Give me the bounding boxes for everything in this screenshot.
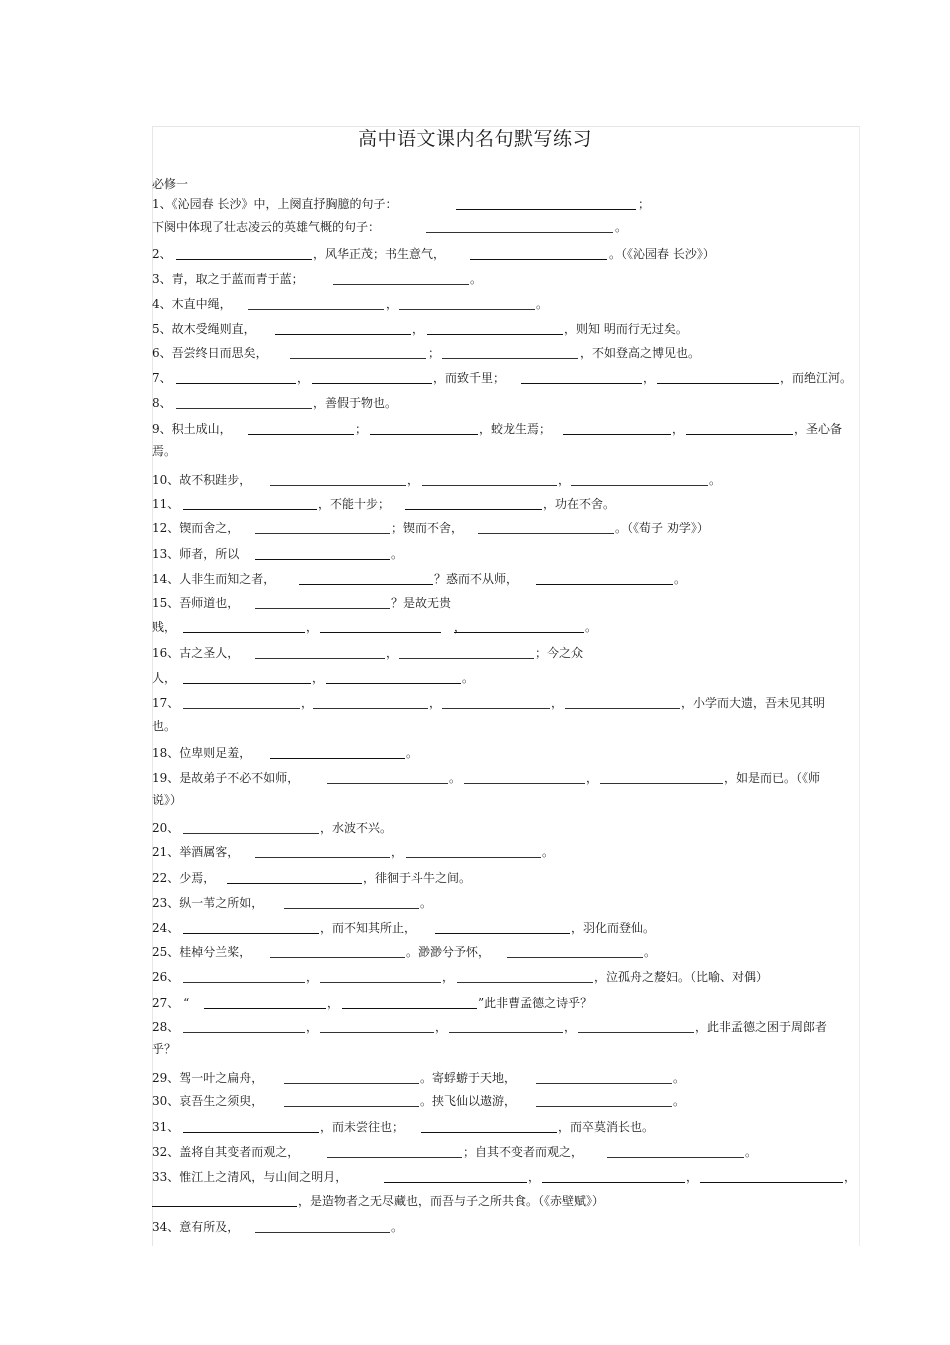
exercise-text: 。 (406, 746, 419, 760)
exercise-text: ， (306, 1020, 319, 1034)
exercise-line (152, 670, 858, 686)
answer-blank[interactable] (435, 933, 570, 934)
exercise-text: ，小学而大遗，吾未见其明 (681, 696, 826, 710)
exercise-line (152, 969, 858, 985)
exercise-text: 也。 (152, 719, 177, 733)
exercise-text: ， (454, 620, 467, 634)
exercise-text: 32、盖将自其变者而观之， (152, 1145, 300, 1159)
answer-blank[interactable] (578, 1032, 694, 1033)
answer-blank[interactable] (290, 358, 426, 359)
answer-blank[interactable] (422, 485, 557, 486)
exercise-text: ， (412, 322, 425, 336)
exercise-line (152, 546, 858, 562)
exercise-text: 20、 (152, 821, 180, 835)
exercise-text: 。挟飞仙以遨游， (420, 1094, 517, 1108)
exercise-line (152, 443, 858, 459)
exercise-line (152, 1093, 858, 1109)
exercise-text: 3、青，取之于蓝而青于蓝； (152, 272, 304, 286)
exercise-line (152, 1041, 858, 1057)
exercise-text: 31、 (152, 1120, 180, 1134)
answer-blank[interactable] (405, 509, 542, 510)
answer-blank[interactable] (326, 683, 461, 684)
exercise-line (152, 895, 858, 911)
exercise-text: 23、纵一苇之所如， (152, 896, 264, 910)
answer-blank[interactable] (284, 1106, 419, 1107)
exercise-text: 。 (674, 572, 687, 586)
exercise-text: ，而卒莫消长也。 (558, 1120, 655, 1134)
exercise-text: ， (435, 1020, 448, 1034)
exercise-text: ， (672, 422, 685, 436)
answer-blank[interactable] (183, 708, 300, 709)
exercise-line (152, 645, 858, 661)
exercise-text: 34、意有所及， (152, 1220, 240, 1234)
answer-blank[interactable] (427, 334, 563, 335)
answer-blank[interactable] (456, 209, 636, 210)
exercise-text: ；锲而不舍， (391, 521, 464, 535)
exercise-text: ， (386, 646, 399, 660)
exercise-line (152, 1019, 858, 1035)
answer-blank[interactable] (333, 284, 469, 285)
answer-blank[interactable] (312, 383, 432, 384)
exercise-text: 贱， (152, 620, 177, 634)
answer-blank[interactable] (442, 358, 578, 359)
answer-blank[interactable] (255, 559, 390, 560)
exercise-text: 13、师者，所以 (152, 547, 240, 561)
exercise-text: ，蛟龙生焉； (479, 422, 552, 436)
exercise-text: ，圣心备 (794, 422, 843, 436)
exercise-text: 。渺渺兮予怀， (406, 945, 491, 959)
exercise-text: 10、故不积跬步， (152, 473, 252, 487)
answer-blank[interactable] (542, 1182, 685, 1183)
exercise-text: 。 (391, 547, 404, 561)
exercise-text: 乎？ (152, 1042, 177, 1056)
answer-blank[interactable] (270, 758, 405, 759)
exercise-text: 12、锲而舍之， (152, 521, 240, 535)
exercise-text: ，不如登高之博见也。 (580, 346, 701, 360)
exercise-text: ；今之众 (535, 646, 584, 660)
answer-blank[interactable] (248, 309, 384, 310)
answer-blank[interactable] (255, 533, 390, 534)
exercise-text: 21、举酒属客， (152, 845, 240, 859)
answer-blank[interactable] (320, 982, 441, 983)
exercise-line (152, 718, 858, 734)
exercise-text: ，而绝江河。 (780, 371, 853, 385)
answer-blank[interactable] (255, 658, 385, 659)
exercise-text: 。 (644, 945, 657, 959)
exercise-line (152, 1144, 858, 1160)
exercise-line (152, 870, 858, 886)
exercise-line (152, 745, 858, 761)
exercise-text: ，不能十步； (318, 497, 391, 511)
exercise-text: ，此非孟德之困于周郎者 (695, 1020, 828, 1034)
exercise-text: 19、是故弟子不必不如师， (152, 771, 300, 785)
exercise-line (152, 1193, 858, 1209)
answer-blank[interactable] (183, 982, 305, 983)
answer-blank[interactable] (607, 1157, 744, 1158)
answer-blank[interactable] (176, 259, 312, 260)
answer-blank[interactable] (327, 783, 448, 784)
answer-blank[interactable] (507, 957, 643, 958)
answer-blank[interactable] (457, 982, 593, 983)
exercise-text: ， (306, 620, 319, 634)
answer-blank[interactable] (183, 1132, 319, 1133)
answer-blank[interactable] (600, 783, 723, 784)
exercise-line (152, 770, 858, 786)
answer-blank[interactable] (536, 584, 673, 585)
exercise-text: ， (391, 845, 404, 859)
answer-blank[interactable] (449, 1032, 563, 1033)
section-heading: 必修一 (152, 177, 189, 191)
answer-blank[interactable] (536, 1083, 672, 1084)
exercise-line (152, 820, 858, 836)
exercise-text: ， (844, 1170, 857, 1184)
exercise-text: 2、 (152, 247, 172, 261)
exercise-text: ，如是而已。（《师 (724, 771, 821, 785)
exercise-line (152, 370, 858, 386)
exercise-line (152, 520, 858, 536)
exercise-line (152, 395, 858, 411)
exercise-text: ， (301, 696, 314, 710)
exercise-text: ”此非曹孟德之诗乎？ (478, 996, 593, 1010)
answer-blank[interactable] (183, 683, 311, 684)
answer-blank[interactable] (227, 883, 362, 884)
exercise-line (152, 995, 858, 1011)
exercise-text: ，善假于物也。 (313, 396, 398, 410)
exercise-line (152, 472, 858, 488)
answer-blank[interactable] (565, 708, 680, 709)
answer-blank[interactable] (571, 485, 708, 486)
exercise-text: ，水波不兴。 (320, 821, 393, 835)
exercise-text: ？惑而不从师， (434, 572, 519, 586)
exercise-line (152, 1070, 858, 1086)
exercise-text: 18、位卑则足羞， (152, 746, 252, 760)
exercise-text: 28、 (152, 1020, 180, 1034)
answer-blank[interactable] (406, 857, 541, 858)
exercise-line (152, 196, 858, 212)
exercise-text: ，泣孤舟之嫠妇。（比喻、对偶） (594, 970, 769, 984)
exercise-text: 25、桂棹兮兰桨， (152, 945, 252, 959)
exercise-line (152, 792, 858, 808)
exercise-text: 说》） (152, 793, 183, 807)
exercise-text: ，是造物者之无尽藏也，而吾与子之所共食。（《赤壁赋》） (298, 1194, 605, 1208)
exercise-text: ， (306, 970, 319, 984)
exercise-text: ， (528, 1170, 541, 1184)
exercise-text: ，则知 明而行无过矣。 (564, 322, 688, 336)
answer-blank[interactable] (176, 408, 312, 409)
exercise-text: ， (429, 696, 442, 710)
exercise-text: ； (355, 422, 368, 436)
answer-blank[interactable] (470, 259, 607, 260)
answer-blank[interactable] (275, 334, 411, 335)
exercise-text: ，而不知其所止， (320, 921, 417, 935)
exercise-text: ， (386, 297, 399, 311)
answer-blank[interactable] (657, 383, 779, 384)
document-title: 高中语文课内名句默写练习 (357, 128, 592, 150)
exercise-text: ， (327, 996, 340, 1010)
exercise-line (152, 920, 858, 936)
answer-blank[interactable] (284, 1083, 419, 1084)
exercise-text: ， (297, 371, 310, 385)
answer-blank[interactable] (284, 908, 419, 909)
exercise-text: ， (551, 696, 564, 710)
exercise-text: ，徘徊于斗牛之间。 (363, 871, 472, 885)
exercise-text: ； (638, 197, 651, 211)
answer-blank[interactable] (313, 708, 428, 709)
exercise-text: 4、木直中绳， (152, 297, 232, 311)
exercise-text: 9、积土成山， (152, 422, 232, 436)
exercise-text: 。 (673, 1094, 686, 1108)
answer-blank[interactable] (270, 485, 406, 486)
exercise-text: 22、少焉， (152, 871, 216, 885)
exercise-text: 。（《荀子 劝学》） (615, 521, 709, 535)
exercise-text: ，风华正茂；书生意气， (313, 247, 446, 261)
exercise-text: ， (312, 671, 325, 685)
answer-blank[interactable] (700, 1182, 843, 1183)
exercise-text: 焉。 (152, 444, 177, 458)
answer-blank[interactable] (384, 1182, 527, 1183)
exercise-text: ， (407, 473, 420, 487)
answer-blank[interactable] (442, 708, 550, 709)
exercise-text: ， (564, 1020, 577, 1034)
exercise-text: 。 (462, 671, 475, 685)
exercise-text: 16、古之圣人， (152, 646, 240, 660)
exercise-text: 。 (585, 620, 598, 634)
exercise-text: 27、 “ (152, 996, 190, 1010)
answer-blank[interactable] (686, 434, 793, 435)
answer-blank[interactable] (426, 232, 613, 233)
answer-blank[interactable] (327, 1157, 462, 1158)
exercise-text: 。 (709, 473, 722, 487)
exercise-line (152, 571, 858, 587)
answer-blank[interactable] (478, 533, 614, 534)
exercise-text: ， (558, 473, 571, 487)
exercise-text: ，而致千里； (433, 371, 506, 385)
exercise-text: 。 (745, 1145, 758, 1159)
answer-blank[interactable] (176, 383, 296, 384)
exercise-text: 。 (536, 297, 549, 311)
answer-blank[interactable] (183, 933, 319, 934)
exercise-text: 29、驾一叶之扁舟， (152, 1071, 264, 1085)
exercise-text: ，羽化而登仙。 (571, 921, 656, 935)
exercise-text: ？是故无贵 (391, 596, 452, 610)
answer-blank[interactable] (399, 309, 535, 310)
exercise-text: 。（《沁园春 长沙》） (609, 247, 715, 261)
exercise-text: ， (442, 970, 455, 984)
exercise-text: ；自其不变者而观之， (463, 1145, 584, 1159)
answer-blank[interactable] (204, 1008, 326, 1009)
answer-blank[interactable] (183, 1032, 305, 1033)
exercise-text: 。 (420, 896, 433, 910)
exercise-line (152, 619, 858, 635)
answer-blank[interactable] (563, 434, 671, 435)
answer-blank[interactable] (183, 833, 319, 834)
exercise-text: 1、《沁园春 长沙》中，上阕直抒胸臆的句子： (152, 197, 398, 211)
exercise-text: 5、故木受绳则直， (152, 322, 256, 336)
exercise-text: 24、 (152, 921, 180, 935)
exercise-text: 14、人非生而知之者， (152, 572, 276, 586)
exercise-text: ， (686, 1170, 699, 1184)
exercise-text: ， (586, 771, 599, 785)
exercise-text: ， (643, 371, 656, 385)
exercise-text: 7、 (152, 371, 172, 385)
exercise-line (152, 496, 858, 512)
answer-blank[interactable] (454, 632, 584, 633)
answer-blank[interactable] (370, 434, 478, 435)
exercise-line (152, 296, 858, 312)
exercise-text: 。 (615, 220, 628, 234)
exercise-text: 。 (470, 272, 483, 286)
answer-blank[interactable] (320, 632, 441, 633)
exercise-text: ，而未尝往也； (320, 1120, 405, 1134)
answer-blank[interactable] (152, 1206, 297, 1207)
exercise-text: ，功在不舍。 (543, 497, 616, 511)
exercise-line (152, 321, 858, 337)
exercise-line (152, 1169, 858, 1185)
answer-blank[interactable] (248, 434, 354, 435)
exercise-line (152, 1119, 858, 1135)
exercise-line (152, 844, 858, 860)
exercise-text: 。 (449, 771, 462, 785)
exercise-line (152, 219, 858, 235)
exercise-line (152, 695, 858, 711)
exercise-text: 人， (152, 671, 177, 685)
exercise-text: 33、惟江上之清风，与山间之明月， (152, 1170, 348, 1184)
answer-blank[interactable] (536, 1106, 672, 1107)
exercise-text: 8、 (152, 396, 172, 410)
exercise-text: ； (428, 346, 441, 360)
answer-blank[interactable] (342, 1008, 477, 1009)
exercise-line (152, 595, 858, 611)
exercise-line (152, 421, 858, 437)
exercise-text: 15、吾师道也， (152, 596, 240, 610)
answer-blank[interactable] (399, 658, 534, 659)
answer-blank[interactable] (421, 1132, 557, 1133)
answer-blank[interactable] (255, 608, 390, 609)
exercise-text: 17、 (152, 696, 180, 710)
answer-blank[interactable] (183, 509, 317, 510)
exercise-line (152, 246, 858, 262)
exercise-text: 。 (673, 1071, 686, 1085)
answer-blank[interactable] (270, 957, 405, 958)
answer-blank[interactable] (521, 383, 642, 384)
exercise-text: 。 (542, 845, 555, 859)
exercise-text: 6、吾尝终日而思矣， (152, 346, 268, 360)
exercise-line (152, 345, 858, 361)
exercise-text: 下阕中体现了壮志凌云的英雄气概的句子： (152, 220, 381, 234)
exercise-line (152, 944, 858, 960)
exercise-text: 11、 (152, 497, 180, 511)
exercise-text: 26、 (152, 970, 180, 984)
answer-blank[interactable] (320, 1032, 434, 1033)
exercise-line (152, 271, 858, 287)
answer-blank[interactable] (464, 783, 585, 784)
answer-blank[interactable] (183, 632, 305, 633)
answer-blank[interactable] (255, 857, 390, 858)
exercise-text: 。寄蜉蝣于天地， (420, 1071, 517, 1085)
exercise-line (152, 1219, 858, 1235)
answer-blank[interactable] (299, 584, 433, 585)
answer-blank[interactable] (255, 1232, 390, 1233)
exercise-text: 。 (391, 1220, 404, 1234)
exercise-text: 30、哀吾生之须臾， (152, 1094, 264, 1108)
